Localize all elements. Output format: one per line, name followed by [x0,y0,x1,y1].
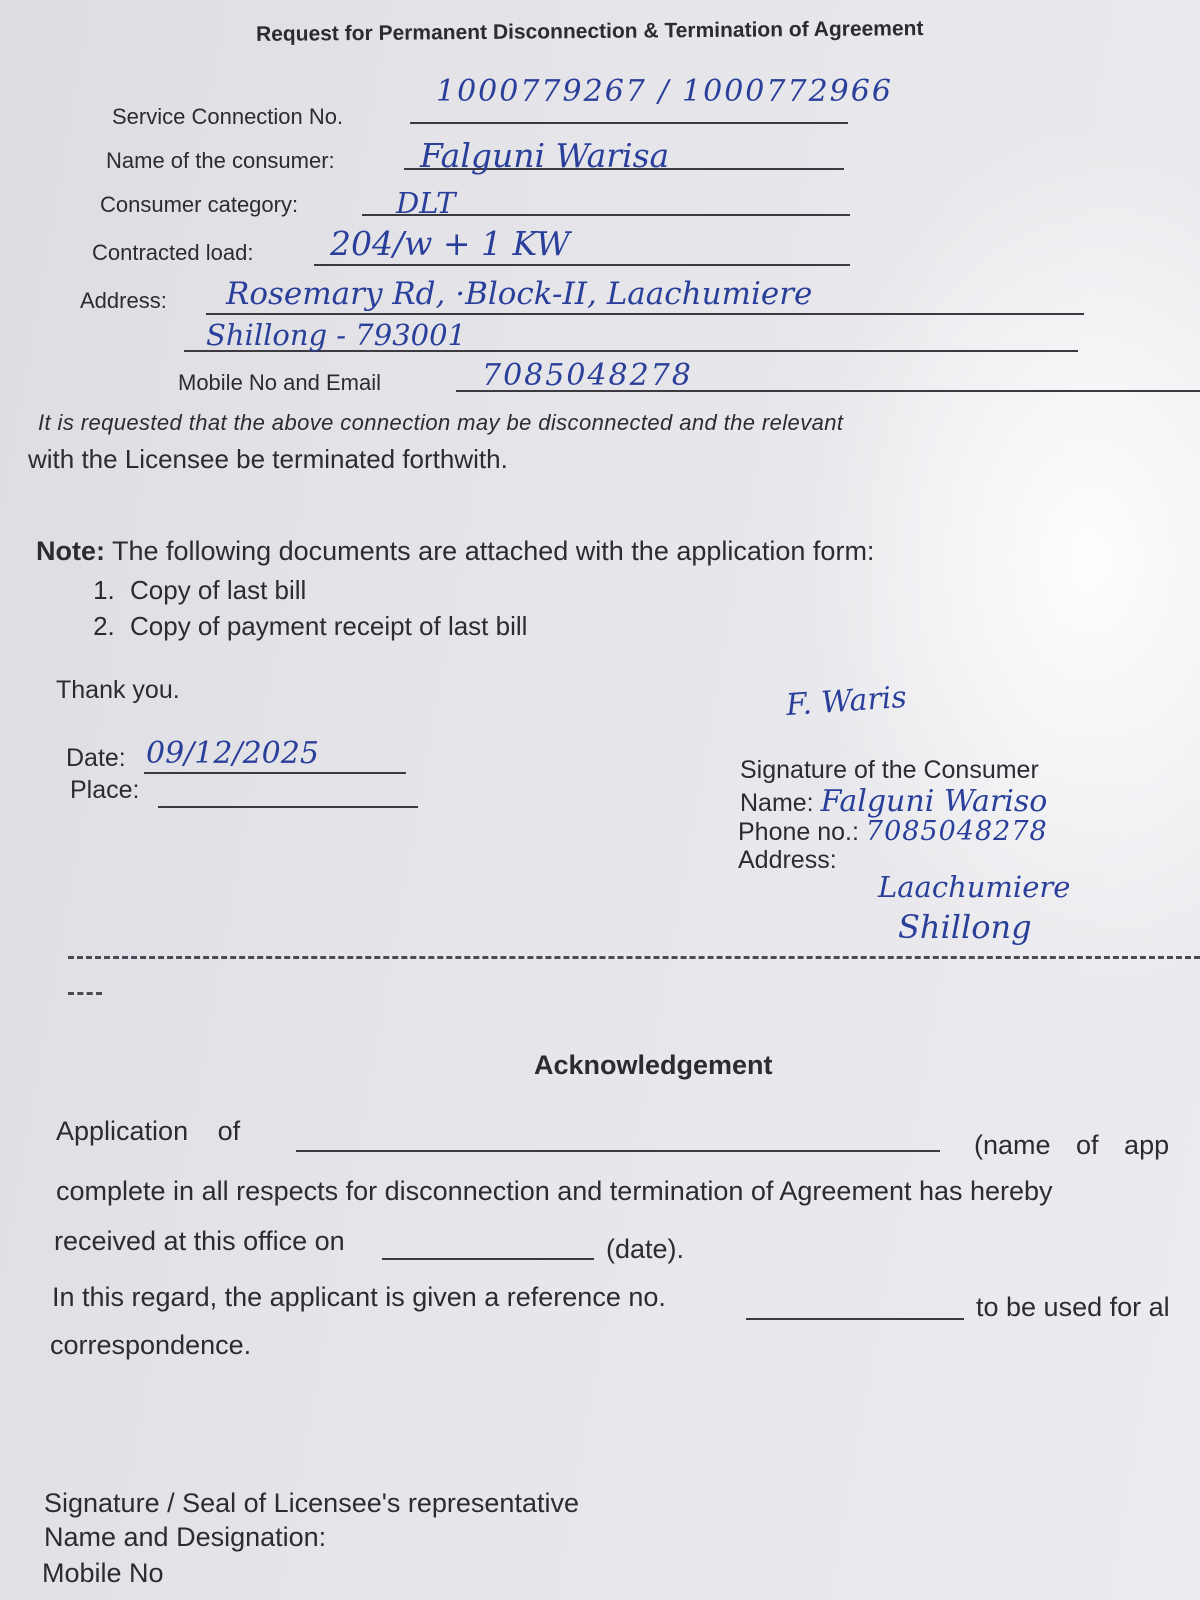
date-line [144,772,406,774]
consumer-phone-value: 7085048278 [865,816,1048,847]
ack-name-of-applicant: (name of app [974,1130,1170,1160]
thank-you-text: Thank you. [56,676,180,704]
contracted-load-value: 204/w + 1 KW [330,224,570,263]
form-title: Request for Permanent Disconnection & Termination of Agreement [255,17,924,46]
consumer-signature: F. Waris [784,679,908,724]
list-item: 1. Copy of last bill [122,572,527,608]
consumer-signature-label: Signature of the Consumer [740,756,1039,784]
date-value: 09/12/2025 [146,736,319,771]
consumer-name-field-value: Falguni Wariso [820,784,1048,819]
service-connection-value: 1000779267 / 1000772966 [436,74,893,109]
ack-received-date-line [382,1258,594,1260]
request-text-line2: with the Licensee be terminated forthwith. [28,444,508,474]
service-connection-line [410,122,848,124]
contracted-load-label: Contracted load: [92,240,254,265]
address-value-line1: Rosemary Rd, ·Block-II, Laachumiere [226,276,813,312]
licensee-signature-label: Signature / Seal of Licensee's representative [44,1488,579,1518]
consumer-address-value-2: Shillong [898,908,1032,946]
acknowledgement-title: Acknowledgement [534,1050,773,1080]
consumer-address-label: Address: [738,846,837,874]
consumer-phone-label: Phone no.: [738,818,859,846]
consumer-address-value-1: Laachumiere [878,870,1071,904]
mobile-email-label: Mobile No and Email [178,370,381,395]
ack-received-label: received at this office on [54,1226,345,1256]
note-block [36,536,874,567]
list-item: 2. Copy of payment receipt of last bill [122,608,527,644]
address-value-line2: Shillong - 793001 [206,318,467,352]
service-connection-label: Service Connection No. [112,104,344,129]
request-text-line1: It is requested that the above connection may be disconnected and the relevant [38,410,844,435]
date-label: Date: [66,744,126,772]
consumer-phone-field [738,816,1048,847]
cut-line-stub [68,992,102,995]
address-line-1 [206,313,1084,315]
ack-date-hint: (date). [606,1234,685,1264]
licensee-name-designation-label: Name and Designation: [44,1522,327,1552]
ack-applicant-name-line [296,1150,940,1152]
consumer-name-field [740,784,1047,819]
note-text: The following documents are attached with the application form: [112,536,875,566]
ack-to-be-used: to be used for al [976,1292,1170,1322]
mobile-email-value: 7085048278 [482,358,693,393]
note-label: Note: [36,536,105,566]
address-label: Address: [80,288,167,313]
attached-documents-list [88,572,527,644]
ack-reference-label: In this regard, the applicant is given a reference no. [52,1282,666,1312]
ack-complete-line: complete in all respects for disconnection and termination of Agreement has hereby [56,1176,1053,1206]
contracted-load-line [314,264,850,266]
ack-reference-line [746,1318,964,1320]
consumer-name-field-label: Name: [740,789,814,817]
cut-line [68,956,1200,959]
consumer-category-label: Consumer category: [100,192,299,217]
place-line [158,806,418,808]
consumer-name-value: Falguni Warisa [420,136,670,175]
ack-application-of: Application of [56,1116,241,1146]
ack-correspondence: correspondence. [50,1330,252,1360]
place-label: Place: [70,776,140,804]
consumer-category-value: DLT [396,186,456,220]
consumer-name-label: Name of the consumer: [106,148,335,173]
licensee-mobile-label: Mobile No [42,1558,164,1588]
